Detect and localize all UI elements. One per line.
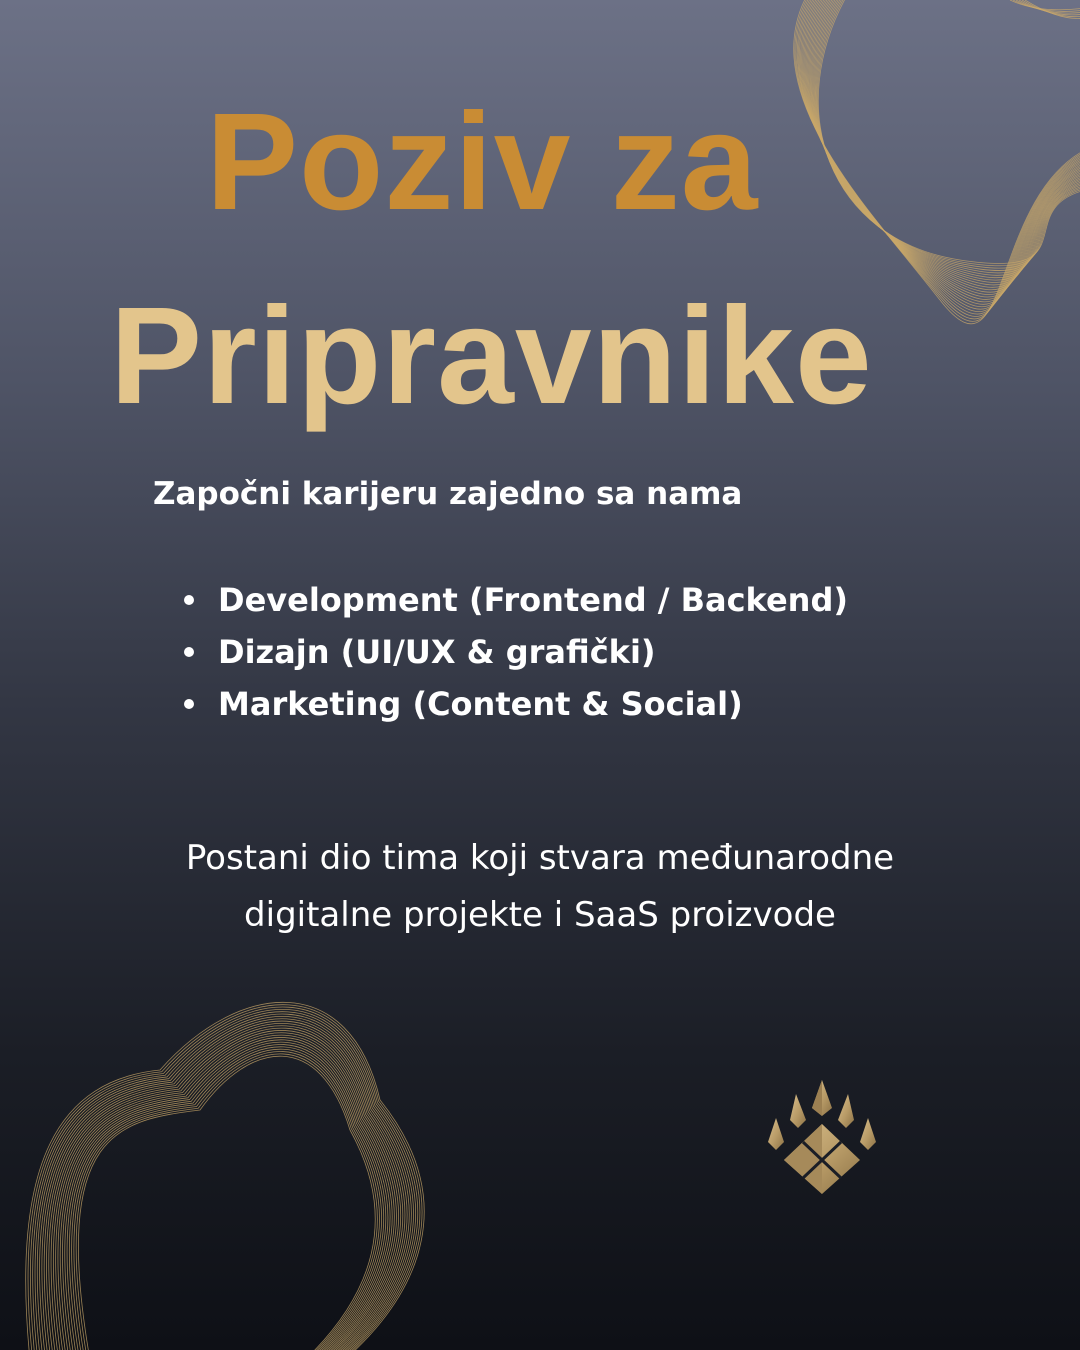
tagline-line-2: digitalne projekte i SaaS proizvode: [244, 895, 836, 935]
role-label: Development (Frontend / Backend): [218, 581, 848, 619]
bullet-icon: [184, 699, 194, 709]
title-line-1: Poziv za: [206, 85, 759, 239]
title-line-2: Pripravnike: [110, 279, 873, 433]
subtitle: Započni karijeru zajedno sa nama: [153, 476, 743, 512]
paw-logo-icon: [768, 1078, 876, 1196]
tagline-line-1: Postani dio tima koji stvara međunarodne: [185, 838, 895, 878]
bullet-icon: [184, 647, 194, 657]
tagline: [90, 830, 990, 944]
role-item-development: [182, 574, 848, 626]
role-label: Dizajn (UI/UX & grafički): [218, 633, 656, 671]
role-label: Marketing (Content & Social): [218, 685, 743, 723]
role-item-marketing: [182, 678, 848, 730]
role-item-design: [182, 626, 848, 678]
roles-list: [182, 574, 848, 730]
gold-contour-decoration-bottom-left: [20, 960, 480, 1350]
bullet-icon: [184, 595, 194, 605]
